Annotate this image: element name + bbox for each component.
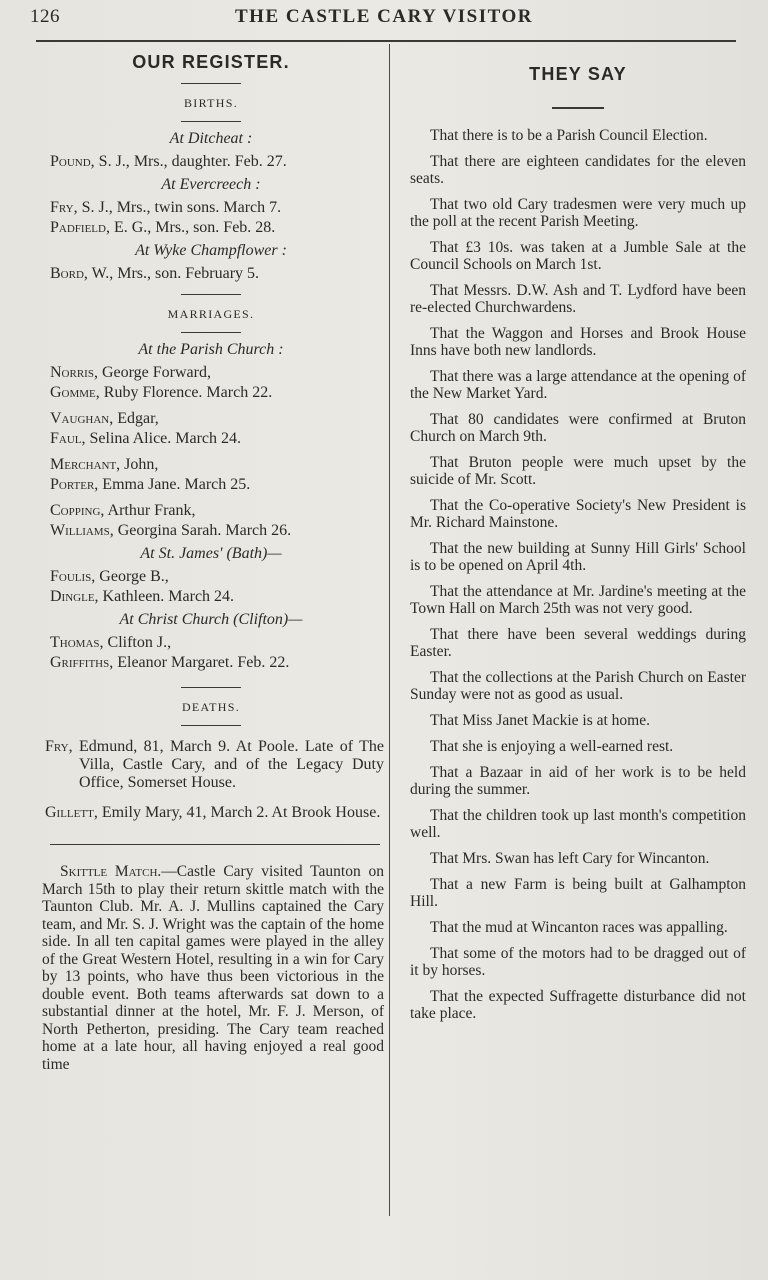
- list-item: That a new Farm is being built at Galhampton Hill.: [410, 876, 746, 910]
- register-title: OUR REGISTER.: [132, 52, 290, 72]
- list-item: That there are eighteen candidates for the eleven seats.: [410, 153, 746, 187]
- page-number: 126: [30, 6, 60, 27]
- list-item: That two old Cary tradesmen were very much up the poll at the recent Parish Meeting.: [410, 196, 746, 230]
- births-heading: BIRTHS.: [183, 96, 239, 110]
- skittle-match-article: [42, 863, 384, 1073]
- list-item: That Messrs. D.W. Ash and T. Lydford have been re-elected Churchwardens.: [410, 282, 746, 316]
- death-entry: Gillett, Emily Mary, 41, March 2. At Brook House.: [45, 804, 381, 821]
- birth-entry: Fry, S. J., Mrs., twin sons. March 7.: [50, 199, 282, 216]
- list-item: That Miss Janet Mackie is at home.: [430, 712, 650, 729]
- list-item: That the expected Suffragette disturbance did not take place.: [410, 988, 746, 1022]
- article-lead: Skittle Match.: [60, 863, 162, 880]
- list-item: That there was a large attendance at the opening of the New Market Yard.: [410, 368, 746, 402]
- death-entry: Fry, Edmund, 81, March 9. At Poole. Late of The Villa, Castle Cary, and of the Legacy Duty Office, Somerset House.: [45, 738, 384, 791]
- list-item: That the collections at the Parish Church on Easter Sunday were not as good as usual.: [410, 669, 746, 703]
- list-item: That 80 candidates were confirmed at Bruton Church on March 9th.: [410, 411, 746, 445]
- list-item: That she is enjoying a well-earned rest.: [430, 738, 674, 755]
- marriage-entry: Dingle, Kathleen. March 24.: [50, 588, 235, 605]
- list-item: That the new building at Sunny Hill Girls' School is to be opened on April 4th.: [410, 540, 746, 574]
- list-item: That £3 10s. was taken at a Jumble Sale at the Council Schools on March 1st.: [410, 239, 746, 273]
- article-separator: [50, 844, 380, 845]
- marriage-place: At St. James' (Bath)—: [140, 545, 282, 562]
- header-rule: [36, 40, 736, 42]
- running-title: THE CASTLE CARY VISITOR: [235, 6, 533, 27]
- birth-entry: Bord, W., Mrs., son. February 5.: [50, 265, 260, 282]
- title-rule: [181, 83, 241, 84]
- marriage-entry: Porter, Emma Jane. March 25.: [50, 476, 251, 493]
- column-divider: [389, 44, 390, 1216]
- marriage-entry: Norris, George Forward,: [50, 364, 211, 381]
- marriage-entry: Williams, Georgina Sarah. March 26.: [50, 522, 292, 539]
- they-say-rule: [552, 107, 604, 109]
- list-item: That Bruton people were much upset by the suicide of Mr. Scott.: [410, 454, 746, 488]
- marriages-heading: MARRIAGES.: [167, 307, 255, 321]
- section-rule: [181, 294, 241, 295]
- birth-place: At Evercreech :: [161, 176, 261, 193]
- list-item: That there is to be a Parish Council Election.: [430, 127, 708, 144]
- marriage-entry: Vaughan, Edgar,: [50, 410, 159, 427]
- deaths-heading: DEATHS.: [181, 700, 241, 714]
- birth-place: At Wyke Champflower :: [135, 242, 287, 259]
- page-header: [0, 4, 768, 34]
- list-item: That the children took up last month's competition well.: [410, 807, 746, 841]
- marriage-place: At the Parish Church :: [138, 341, 284, 358]
- marriage-entry: Griffiths, Eleanor Margaret. Feb. 22.: [50, 654, 290, 671]
- deaths-rule: [181, 725, 241, 726]
- list-item: That the mud at Wincanton races was appalling.: [430, 919, 728, 936]
- they-say-list: [410, 127, 746, 1022]
- birth-place: At Ditcheat :: [169, 130, 253, 147]
- marriage-entry: Copping, Arthur Frank,: [50, 502, 196, 519]
- marriage-entry: Merchant, John,: [50, 456, 159, 473]
- marriage-place: At Christ Church (Clifton)—: [119, 611, 303, 628]
- left-column: [38, 48, 384, 1073]
- list-item: That the Waggon and Horses and Brook House Inns have both new landlords.: [410, 325, 746, 359]
- marriage-entry: Gomme, Ruby Florence. March 22.: [50, 384, 273, 401]
- marriage-entry: Faul, Selina Alice. March 24.: [50, 430, 242, 447]
- marriage-entry: Foulis, George B.,: [50, 568, 169, 585]
- list-item: That the attendance at Mr. Jardine's meeting at the Town Hall on March 25th was not very good.: [410, 583, 746, 617]
- article-body: —Castle Cary visited Taunton on March 15th to play their return skittle match with the Taunton Club. Mr. A. J. Mullins captained the Cary team, and Mr. S. J. Wright was the captain of the home side. In all ten capital games were played in the alley of the Great Western Hotel, resulting in a win for Cary by 13 points, who have thus been victorious in the double event. Both teams afterwards sat down to a substantial dinner at the hotel, Mr. F. J. Merson, of North Petherton, presiding. The Cary team reached home at a late hour, all having enjoyed a real good time: [42, 863, 384, 1073]
- they-say-title: THEY SAY: [529, 64, 627, 84]
- marriages-rule: [181, 332, 241, 333]
- list-item: That a Bazaar in aid of her work is to be held during the summer.: [410, 764, 746, 798]
- section-rule: [181, 687, 241, 688]
- right-column: [410, 60, 746, 1031]
- birth-entry: Padfield, E. G., Mrs., son. Feb. 28.: [50, 219, 276, 236]
- list-item: That some of the motors had to be dragged out of it by horses.: [410, 945, 746, 979]
- list-item: That there have been several weddings during Easter.: [410, 626, 746, 660]
- list-item: That Mrs. Swan has left Cary for Wincanton.: [430, 850, 710, 867]
- list-item: That the Co-operative Society's New President is Mr. Richard Mainstone.: [410, 497, 746, 531]
- marriage-entry: Thomas, Clifton J.,: [50, 634, 172, 651]
- birth-entry: Pound, S. J., Mrs., daughter. Feb. 27.: [50, 153, 287, 170]
- births-rule: [181, 121, 241, 122]
